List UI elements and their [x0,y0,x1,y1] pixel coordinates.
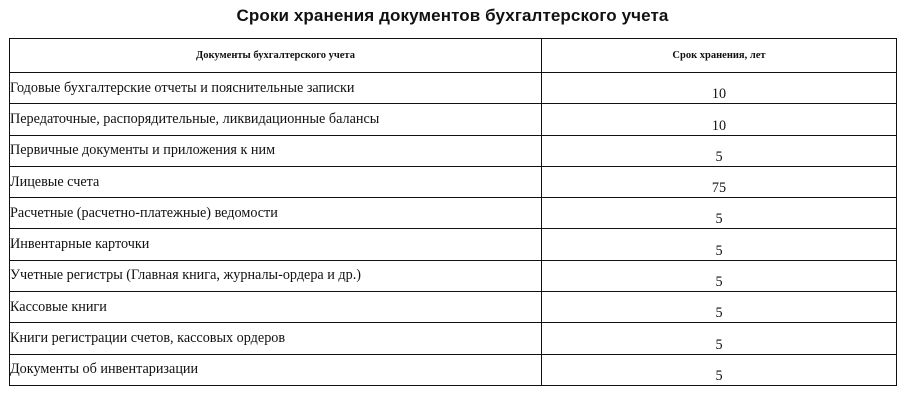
retention-cell: 5 [542,292,897,323]
table-row [10,166,897,197]
page-title: Сроки хранения документов бухгалтерского учета [236,6,669,25]
table-row [10,73,897,104]
retention-cell: 5 [542,260,897,291]
table-row [10,229,897,260]
table-row [10,198,897,229]
document-cell: Книги регистрации счетов, кассовых ордеров [10,323,542,354]
header-documents: Документы бухгалтерского учета [10,39,542,73]
retention-cell: 5 [542,198,897,229]
retention-cell: 5 [542,135,897,166]
document-cell: Инвентарные карточки [10,229,542,260]
header-retention-years: Срок хранения, лет [542,39,897,73]
document-cell: Документы об инвентаризации [10,354,542,385]
table-row [10,135,897,166]
table-row [10,104,897,135]
retention-cell: 5 [542,354,897,385]
retention-cell: 75 [542,166,897,197]
document-cell: Лицевые счета [10,166,542,197]
retention-cell: 5 [542,229,897,260]
retention-table [9,38,897,386]
document-cell: Кассовые книги [10,292,542,323]
retention-cell: 5 [542,323,897,354]
table-row [10,292,897,323]
document-cell: Передаточные, распорядительные, ликвидационные балансы [10,104,542,135]
document-cell: Расчетные (расчетно-платежные) ведомости [10,198,542,229]
table-row [10,260,897,291]
table-row [10,323,897,354]
document-cell: Учетные регистры (Главная книга, журналы-ордера и др.) [10,260,542,291]
retention-cell: 10 [542,73,897,104]
table-header-row [10,39,897,73]
document-cell: Годовые бухгалтерские отчеты и пояснительные записки [10,73,542,104]
retention-cell: 10 [542,104,897,135]
table-row [10,354,897,385]
document-cell: Первичные документы и приложения к ним [10,135,542,166]
